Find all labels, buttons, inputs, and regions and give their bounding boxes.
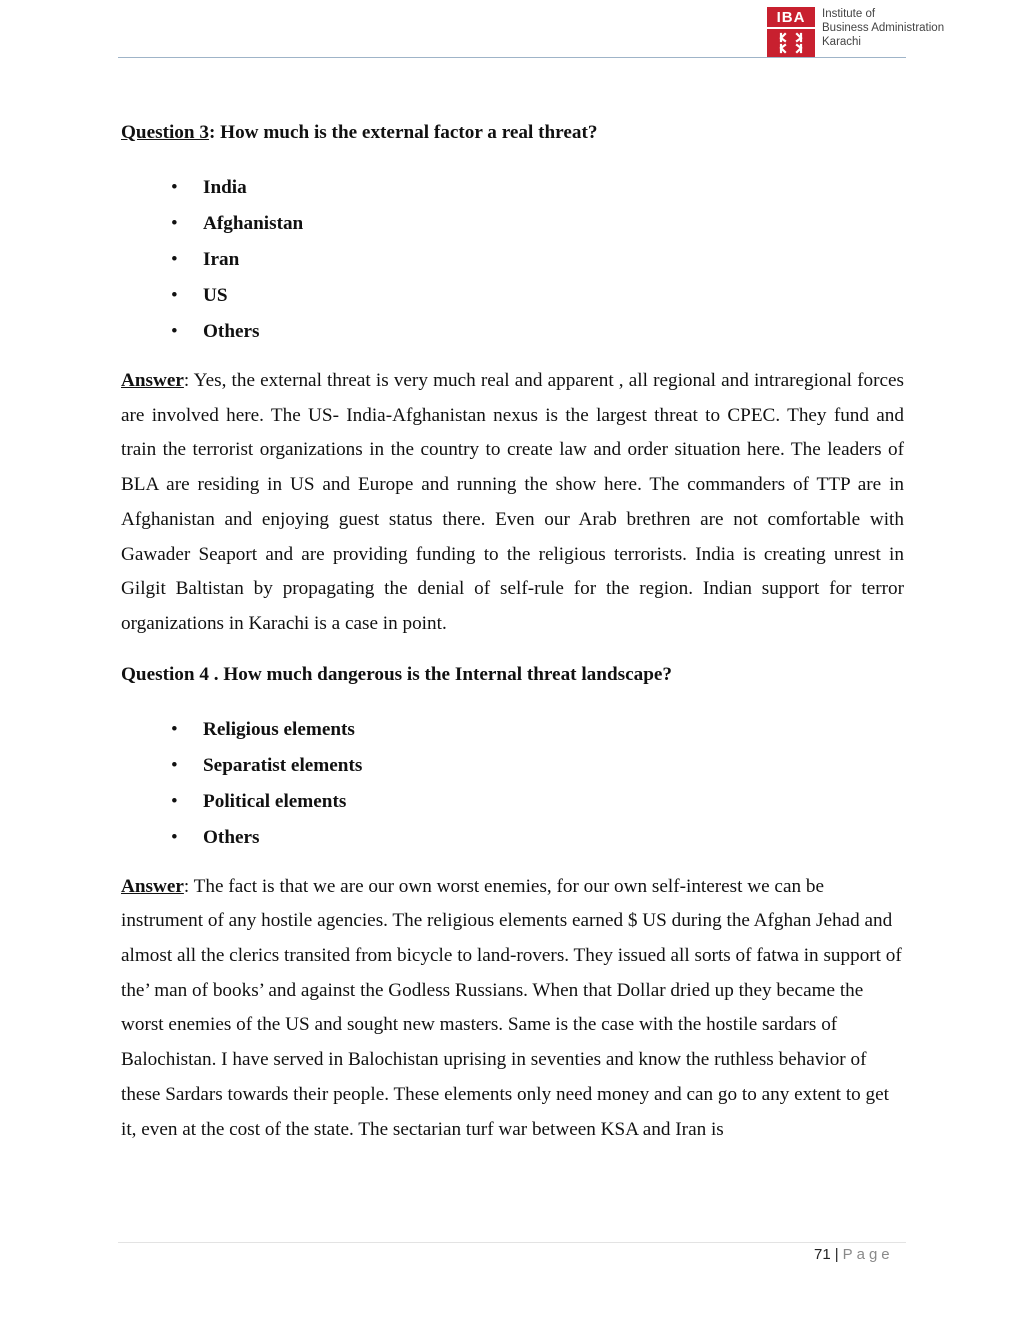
page-number	[814, 1246, 894, 1263]
logo-institute-name	[822, 7, 944, 49]
list-item	[121, 314, 904, 350]
logo-line-1: Institute of	[822, 8, 876, 20]
list-item	[121, 748, 904, 784]
logo-line-2: Business Administration	[822, 22, 945, 34]
answer-label: Answer	[121, 370, 184, 391]
question-4-options	[121, 712, 904, 856]
list-item	[121, 170, 904, 206]
page-separator: |	[834, 1246, 839, 1263]
list-item	[121, 242, 904, 278]
iba-logo-mark	[767, 7, 815, 57]
logo-abbreviation: IBA	[767, 7, 815, 27]
logo-line-3: Karachi	[822, 36, 861, 48]
option-label: Iran	[203, 249, 240, 270]
question-3-label: Question 3	[121, 122, 209, 143]
option-label: Afghanistan	[203, 213, 304, 234]
logo-emblem-icon	[767, 29, 815, 57]
iba-logo	[767, 7, 944, 57]
answer-label: Answer	[121, 875, 184, 897]
bullet-icon: •	[171, 285, 178, 306]
page-number-value: 71	[814, 1246, 831, 1263]
bullet-icon: •	[171, 718, 178, 740]
bullet-icon: •	[171, 213, 178, 234]
option-label: Others	[203, 826, 260, 848]
question-4-answer	[121, 870, 904, 1148]
bullet-icon: •	[171, 826, 178, 848]
option-label: Others	[203, 321, 260, 342]
question-3-heading	[121, 118, 904, 148]
list-item	[121, 784, 904, 820]
option-label: Separatist elements	[203, 754, 363, 776]
question-3-text: : How much is the external factor a real threat?	[208, 122, 598, 143]
footer-rule	[118, 1242, 906, 1243]
bullet-icon: •	[171, 249, 178, 270]
list-item	[121, 820, 904, 856]
bullet-icon: •	[171, 754, 178, 776]
option-label: Political elements	[203, 790, 347, 812]
header-rule	[118, 57, 906, 58]
bullet-icon: •	[171, 790, 178, 812]
list-item	[121, 712, 904, 748]
option-label: US	[203, 285, 228, 306]
answer-text: : Yes, the external threat is very much real and apparent , all regional and intraregional forces are involved here. The US- India-Afghanistan nexus is the largest threat to CPEC. They fund and train the terrorist organizations in the country to create law and order situation here. The leaders of BLA are residing in US and Europe and running the show here. The commanders of TTP are in Afghanistan and enjoying guest status there. Even our Arab brethren are not comfortable with Gawader Seaport and are providing funding to the religious terrorists. India is creating unrest in Gilgit Baltistan by propagating the denial of self-rule for the region. Indian support for terror organizations in Karachi is a case in point.	[121, 370, 904, 634]
question-4-heading: Question 4 . How much dangerous is the Internal threat landscape?	[121, 663, 672, 685]
bullet-icon: •	[171, 321, 178, 342]
option-label: Religious elements	[203, 718, 355, 740]
answer-text: : The fact is that we are our own worst enemies, for our own self-interest we can be instrument of any hostile agencies. The religious elements earned $ US during the Afghan Jehad and almost all the clerics transited from bicycle to land-rovers. They issued all sorts of fatwa in support of the’ man of books’ and against the Godless Russians. When that Dollar dried up they became the worst enemies of the US and sought new masters. Same is the case with the hostile sardars of Balochistan. I have served in Balochistan uprising in seventies and know the ruthless behavior of these Sardars towards their people. These elements only need money and can go to any extent to get it, even at the cost of the state. The sectarian turf war between KSA and Iran is	[121, 875, 902, 1140]
list-item	[121, 278, 904, 314]
page-content	[121, 118, 904, 1165]
list-item	[121, 206, 904, 242]
bullet-icon: •	[171, 177, 178, 198]
question-3-options	[121, 170, 904, 350]
question-3-answer	[121, 364, 904, 642]
option-label: India	[203, 177, 247, 198]
page-label: Page	[842, 1246, 894, 1263]
